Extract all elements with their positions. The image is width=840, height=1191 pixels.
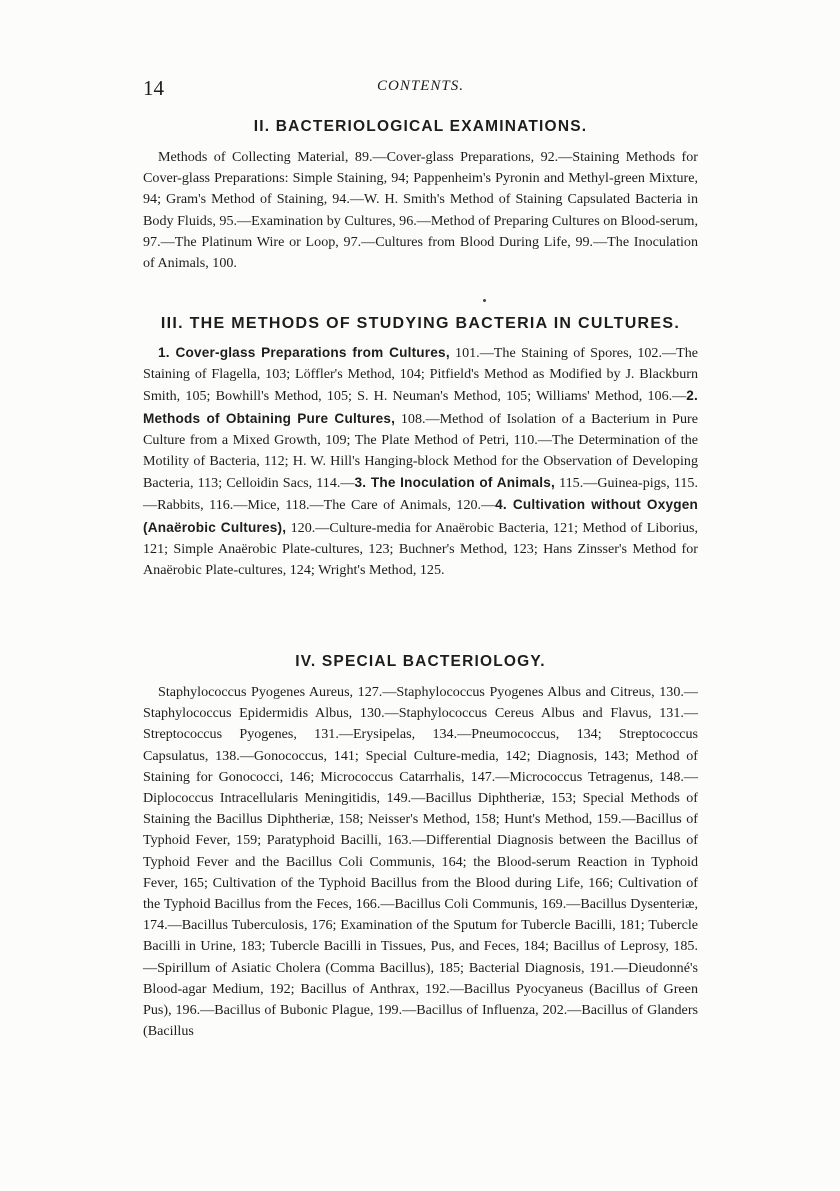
section-heading: IV. SPECIAL BACTERIOLOGY.	[295, 653, 546, 670]
section-heading: III. THE METHODS OF STUDYING BACTERIA IN CULTURES.	[160, 315, 681, 332]
section-body: Staphylococcus Pyogenes Aureus, 127.—Staphylococcus Pyogenes Albus and Citreus, 130.—Staphylococcus Epidermidis Albus, 130.—Staphylococcus Cereus Albus and Flavus, 131.—Streptococcus Pyogenes, 131.—Erysipelas, 134.—Pneumococcus, 134; Streptococcus Capsulatus, 138.—Gonococcus, 141; Special Culture-media, 142; Diagnosis, 143; Method of Staining for Gonococci, 146; Micrococcus Catarrhalis, 147.—Micrococcus Tetragenus, 148.—Diplococcus Intracellularis Meningitidis, 149.—Bacillus Diphtheriæ, 153; Special Methods of Staining the Bacillus Diphtheriæ, 158; Neisser's Method, 158; Hunt's Method, 159.—Bacillus of Typhoid Fever, 159; Paratyphoid Bacilli, 163.—Differential Diagnosis between the Bacillus of Typhoid Fever and the Bacillus Coli Communis, 164; the Blood-serum Reaction in Typhoid Fever, 165; Cultivation of the Typhoid Bacillus from the Blood during Life, 166; Cultivation of the Typhoid Bacillus from the Feces, 166.—Bacillus Coli Communis, 169.—Bacillus Dysenteriæ, 174.—Bacillus Tuberculosis, 176; Examination of the Sputum for Tubercle Bacilli, 181; Tubercle Bacilli in Urine, 183; Tubercle Bacilli in Tissues, Pus, and Feces, 184; Bacillus of Leprosy, 185.—Spirillum of Asiatic Cholera (Comma Bacillus), 185; Bacterial Diagnosis, 191.—Dieudonné's Blood-agar Medium, 192; Bacillus of Anthrax, 192.—Bacillus Pyocyaneus (Bacillus of Green Pus), 196.—Bacillus of Bubonic Plague, 199.—Bacillus of Influenza, 202.—Bacillus of Glanders (Bacillus	[143, 684, 698, 1040]
subsection-text: 115.—Guinea-pigs, 115.—Rabbits, 116.—Mice, 118.—The Care of Animals, 120.—	[143, 475, 698, 514]
section-methods-studying-bacteria	[143, 315, 698, 581]
subsection-heading: 3. The Inoculation of Animals,	[354, 475, 555, 491]
subsection-text: 101.—The Staining of Spores, 102.—The Staining of Flagella, 103; Löffler's Method, 104; Pitfield's Method as Modified by J. Blackburn Smith, 105; Bowhill's Method, 105; S. H. Neuman's Method, 105; Williams' Method, 106.—	[143, 345, 698, 405]
section-bacteriological-examinations	[143, 118, 698, 274]
running-title: CONTENTS.	[377, 78, 464, 94]
subsection-text: 120.—Culture-media for Anaërobic Bacteria, 121; Method of Liborius, 121; Simple Anaërobic Plate-cultures, 123; Buchner's Method, 123; Hans Zinsser's Method for Anaërobic Plate-cultures, 124; Wright's Method, 125.	[143, 519, 699, 579]
print-speck	[483, 299, 486, 302]
section-body: Methods of Collecting Material, 89.—Cover-glass Preparations, 92.—Staining Methods for Cover-glass Preparations: Simple Staining, 94; Pappenheim's Pyronin and Methyl-green Mixture, 94; Gram's Method of Staining, 94.—W. H. Smith's Method of Staining Capsulated Bacteria in Body Fluids, 95.—Examination by Cultures, 96.—Method of Preparing Cultures on Blood-serum, 97.—The Platinum Wire or Loop, 97.—Cultures from Blood During Life, 99.—The Inoculation of Animals, 100.	[143, 149, 698, 272]
section-body	[143, 342, 698, 581]
section-heading: II. BACTERIOLOGICAL EXAMINATIONS.	[253, 118, 588, 135]
subsection-text: 108.—Method of Isolation of a Bacterium in Pure Culture from a Mixed Growth, 109; The Plate Method of Petri, 110.—The Determination of the Motility of Bacteria, 112; H. W. Hill's Hanging-block Method for the Observation of Developing Bacteria, 113; Celloidin Sacs, 114.—	[143, 410, 698, 492]
subsection-heading: 1. Cover-glass Preparations from Cultures,	[158, 345, 450, 360]
subsection-heading: 2. Methods of Obtaining Pure Cultures,	[143, 388, 698, 426]
section-special-bacteriology	[143, 653, 698, 1042]
page-number: 14	[143, 76, 164, 100]
subsection-heading: 4. Cultivation without Oxygen (Anaërobic Cultures),	[143, 497, 698, 535]
page-header	[143, 76, 698, 98]
